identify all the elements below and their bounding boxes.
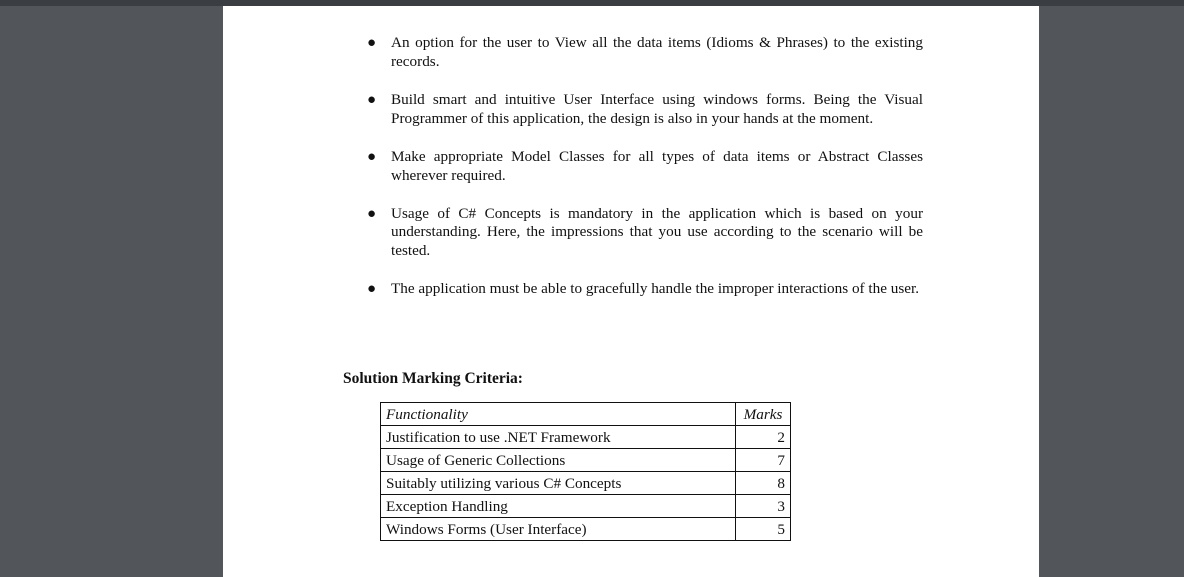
- bullet-icon: ●: [367, 281, 377, 298]
- list-item-text: An option for the user to View all the data items (Idioms & Phrases) to the existing records.: [391, 34, 923, 70]
- list-item: [363, 34, 923, 71]
- bullet-icon: ●: [367, 35, 377, 51]
- table-row: [381, 518, 791, 541]
- marks-cell: 2: [736, 426, 791, 449]
- bullet-icon: ●: [367, 91, 377, 108]
- functionality-cell: Justification to use .NET Framework: [381, 426, 736, 449]
- list-item: [363, 205, 923, 261]
- section-heading: Solution Marking Criteria:: [343, 370, 523, 387]
- marks-cell: 5: [736, 518, 791, 541]
- table-row: [381, 495, 791, 518]
- list-item-text: Build smart and intuitive User Interface using windows forms. Being the Visual Programmer of this application, the design is also in your hands at the moment.: [391, 90, 923, 127]
- column-header-functionality: Functionality: [381, 403, 736, 426]
- functionality-cell: Windows Forms (User Interface): [381, 518, 736, 541]
- list-item-text: Make appropriate Model Classes for all types of data items or Abstract Classes wherever required.: [391, 147, 923, 184]
- functionality-cell: Exception Handling: [381, 495, 736, 518]
- marks-cell: 3: [736, 495, 791, 518]
- marking-criteria-table: [380, 402, 791, 541]
- list-item: [363, 148, 923, 185]
- list-item-text: The application must be able to gracefully handle the improper interactions of the user.: [391, 280, 920, 298]
- functionality-cell: Usage of Generic Collections: [381, 449, 736, 472]
- functionality-cell: Suitably utilizing various C# Concepts: [381, 472, 736, 495]
- list-item-text: Usage of C# Concepts is mandatory in the application which is based on your understanding. Here, the impressions that you use according to the scenario will be tested.: [391, 204, 923, 260]
- marks-cell: 7: [736, 449, 791, 472]
- requirements-list: [363, 34, 923, 319]
- marks-cell: 8: [736, 472, 791, 495]
- document-page: [223, 6, 1039, 577]
- table-row: [381, 426, 791, 449]
- table-header-row: [381, 403, 791, 426]
- bullet-icon: ●: [367, 205, 377, 222]
- column-header-marks: Marks: [736, 403, 791, 426]
- bullet-icon: ●: [367, 148, 377, 165]
- table-row: [381, 472, 791, 495]
- list-item: [363, 91, 923, 128]
- list-item: [363, 280, 923, 299]
- table-row: [381, 449, 791, 472]
